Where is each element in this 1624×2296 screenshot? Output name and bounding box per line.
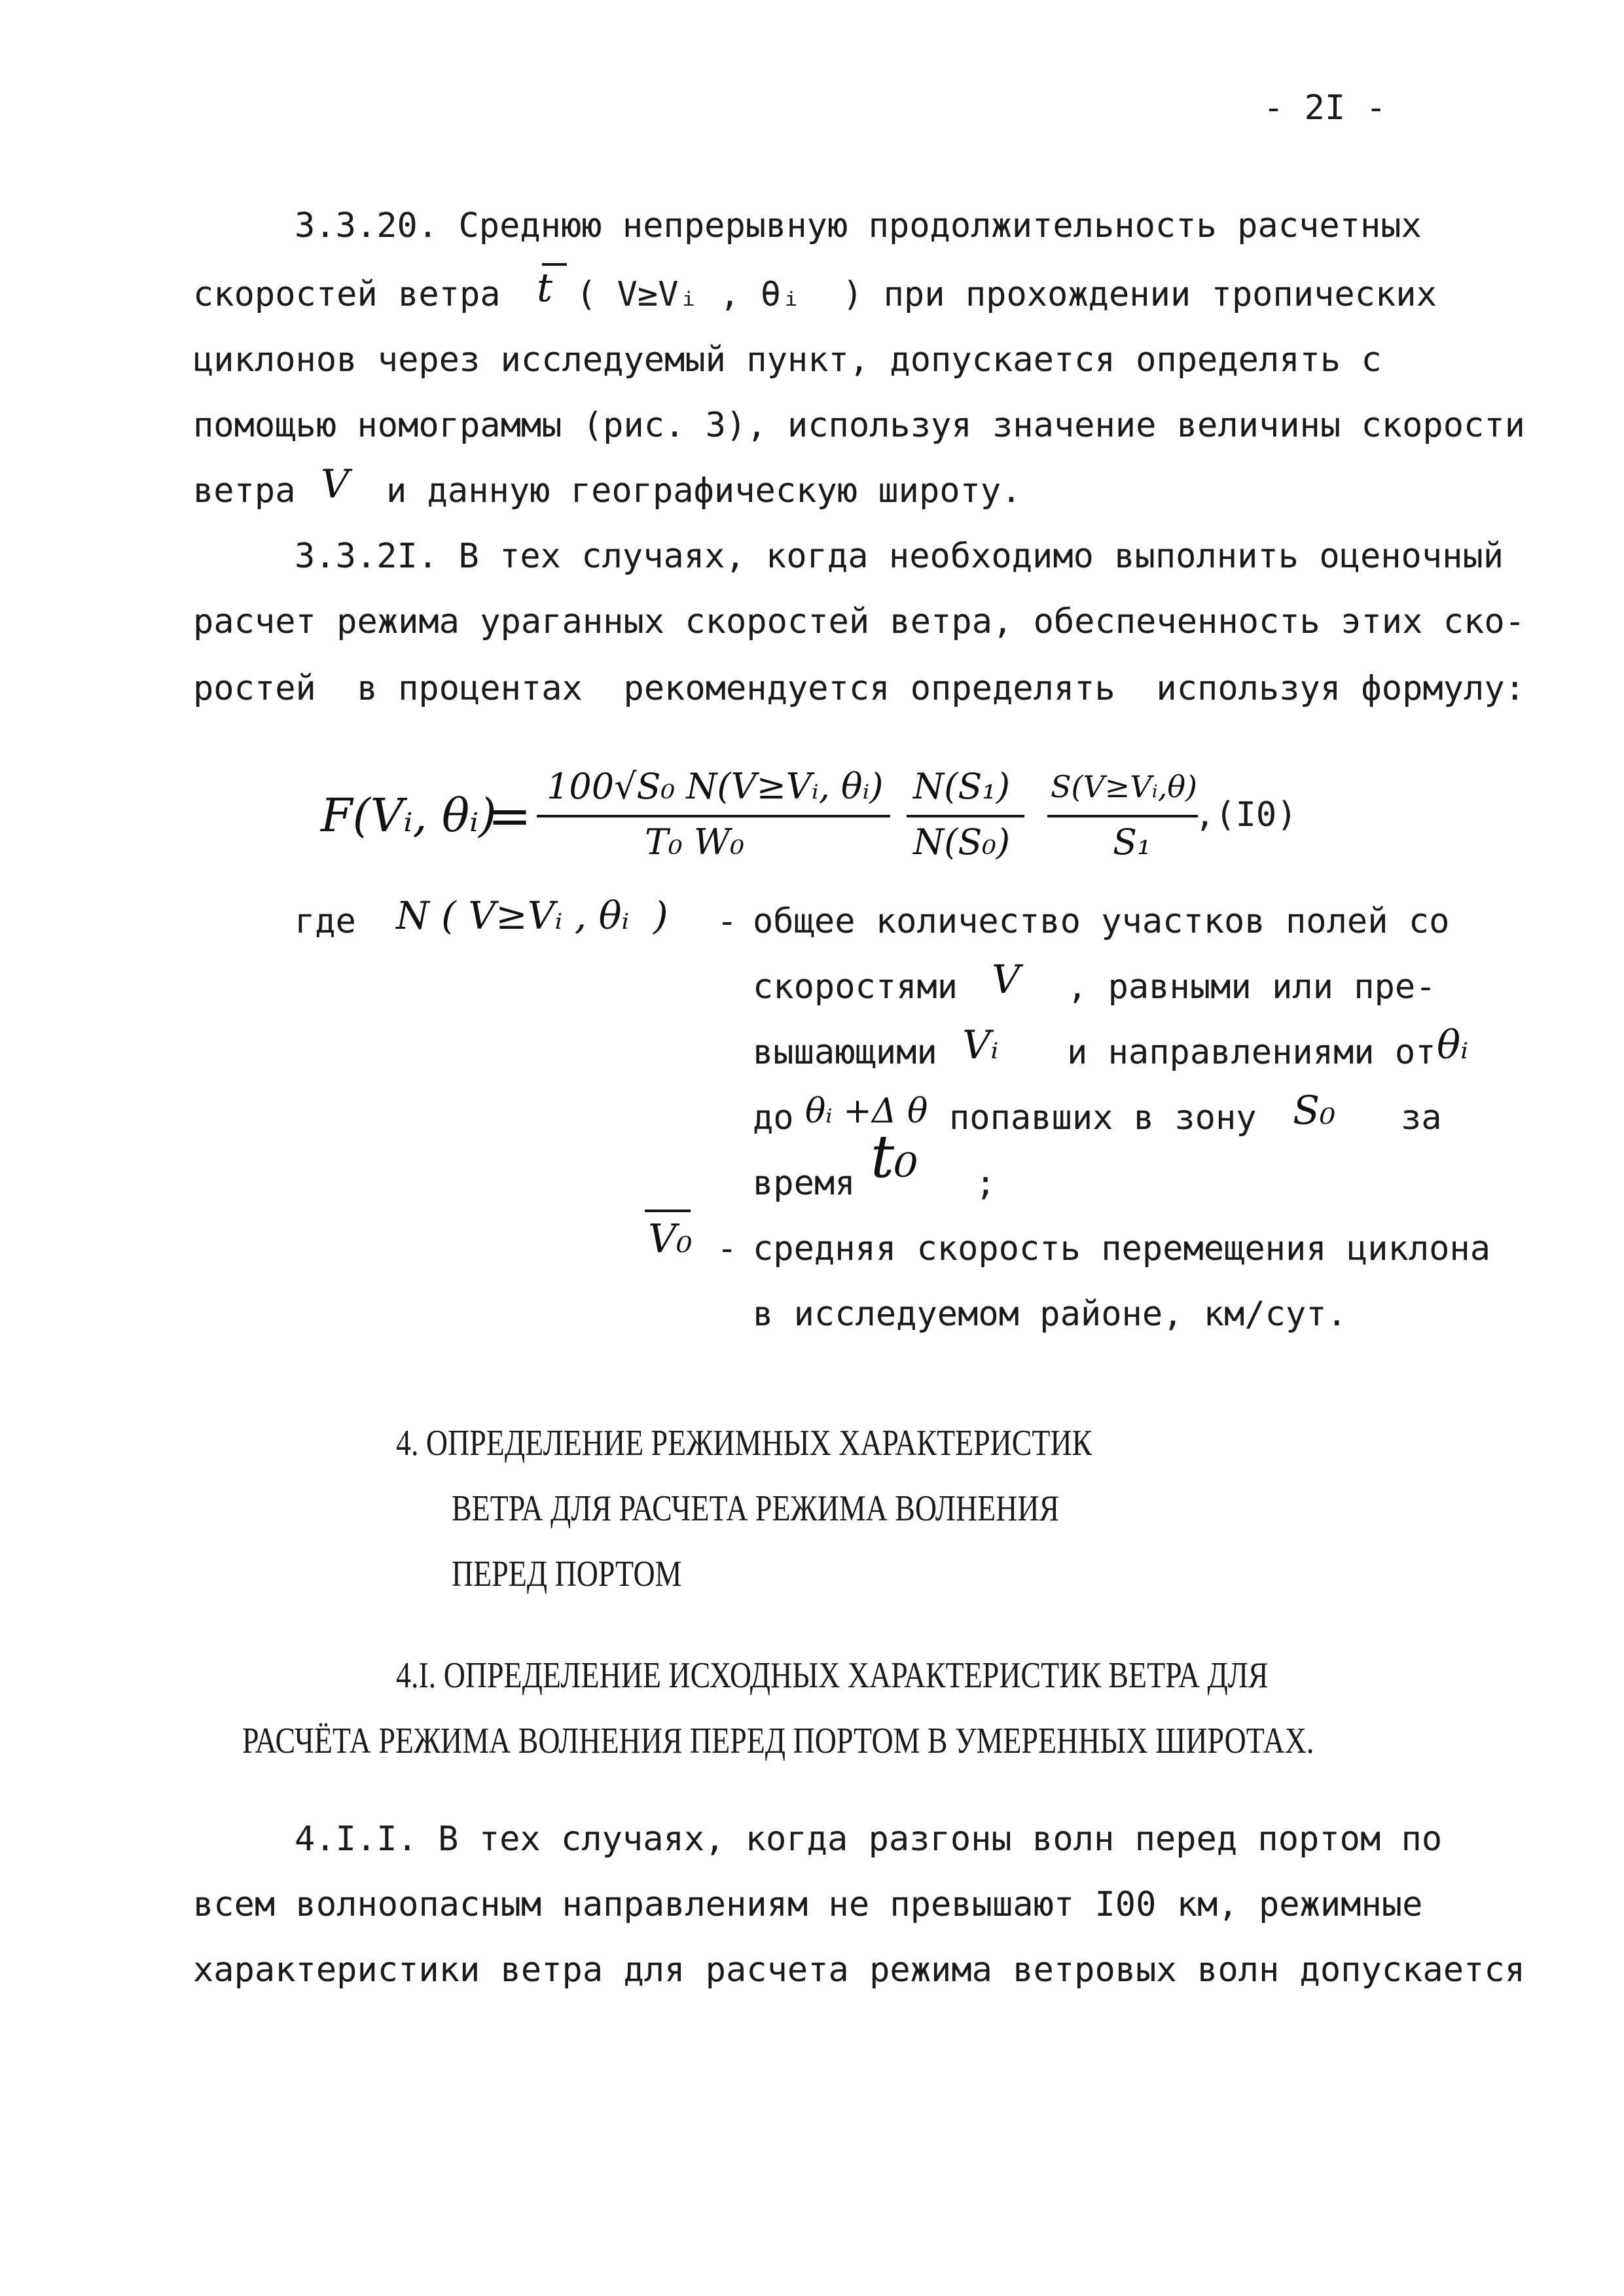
heading-line: 4.I. ОПРЕДЕЛЕНИЕ ИСХОДНЫХ ХАРАКТЕРИСТИК ВЕТРА ДЛЯ (396, 1655, 1269, 1696)
heading-line: ПЕРЕД ПОРТОМ (452, 1554, 682, 1594)
paragraph-line: 3.3.2I. В тех случаях, когда необходимо выполнить оценочный (295, 537, 1504, 576)
paragraph-line: 4.I.I. В тех случаях, когда разгоны волн перед портом по (295, 1820, 1443, 1859)
def1-line: попавших в зону (949, 1098, 1257, 1138)
def1-line: время (753, 1164, 856, 1203)
formula-lhs: F(Vᵢ, θᵢ) (321, 789, 497, 842)
def2-dash: - (717, 1229, 738, 1268)
symbol-v: V (992, 957, 1020, 1003)
paragraph-line: и данную географическую широту. (386, 471, 1022, 511)
symbol-t-mean: t (537, 265, 553, 311)
def1-line: ; (975, 1164, 996, 1203)
formula-equals: = (488, 785, 532, 846)
def1-line: , равными или пре- (1067, 967, 1436, 1007)
paragraph-line: циклонов через исследуемый пункт, допускается определять с (193, 340, 1382, 380)
paragraph-line: скоростей ветра (193, 275, 501, 314)
def1-dash: - (717, 902, 738, 941)
symbol-v: V (321, 461, 350, 507)
paragraph-line: 3.3.20. Среднюю непрерывную продолжительность расчетных (295, 206, 1422, 245)
paragraph-line: помощью номограммы (рис. 3), используя значение величины скорости (193, 406, 1525, 445)
overline-v0 (645, 1210, 691, 1212)
def1-symbol: N ( V≥Vᵢ , θᵢ ) (396, 893, 668, 938)
symbol-vi: Vᵢ (962, 1022, 999, 1068)
def1-line: до (753, 1098, 794, 1138)
def2-symbol: V₀ (648, 1216, 693, 1262)
symbol-t0: t₀ (871, 1122, 918, 1191)
fraction-bar-1 (537, 815, 890, 817)
def1-line: общее количество участков полей со (753, 902, 1450, 941)
heading-line: ВЕТРА ДЛЯ РАСЧЕТА РЕЖИМА ВОЛНЕНИЯ (452, 1488, 1060, 1529)
formula-frac2-denominator: N(S₀) (913, 821, 1011, 863)
formula-frac3-numerator: S(V≥Vᵢ,θ) (1051, 769, 1197, 804)
def2-line: средняя скорость перемещения циклона (753, 1229, 1491, 1268)
heading-line: РАСЧЁТА РЕЖИМА ВОЛНЕНИЯ ПЕРЕД ПОРТОМ В УМЕРЕННЫХ ШИРОТАХ. (242, 1721, 1314, 1761)
page-number: - 2I - (1263, 88, 1386, 128)
def1-line: скоростями (753, 967, 958, 1007)
fraction-bar-2 (907, 815, 1024, 817)
formula-frac3-denominator: S₁ (1113, 821, 1151, 863)
def2-line: в исследуемом районе, км/сут. (753, 1295, 1347, 1334)
def1-line: и направлениями от (1067, 1033, 1436, 1072)
formula-number: ,(I0) (1195, 795, 1297, 834)
paragraph-line: ( V≥Vᵢ , θᵢ ) при прохождении тропических (576, 275, 1437, 314)
symbol-theta-i: θᵢ (1437, 1022, 1469, 1068)
def1-line: за (1401, 1098, 1442, 1138)
fraction-bar-3 (1047, 815, 1198, 817)
formula-frac1-numerator: 100√S₀ N(V≥Vᵢ, θᵢ) (547, 766, 884, 807)
def1-line: вышающими (753, 1033, 937, 1072)
symbol-s0: S₀ (1293, 1088, 1336, 1134)
paragraph-line: ростей в процентах рекомендуется определять используя формулу: (193, 669, 1525, 708)
where-label: где (295, 902, 356, 941)
formula-frac2-numerator: N(S₁) (913, 766, 1011, 807)
symbol-theta-range: θᵢ +Δ θ (805, 1092, 928, 1131)
formula-frac1-denominator: T₀ W₀ (645, 821, 744, 863)
heading-line: 4. ОПРЕДЕЛЕНИЕ РЕЖИМНЫХ ХАРАКТЕРИСТИК (396, 1423, 1092, 1463)
paragraph-line: характеристики ветра для расчета режима ветровых волн допускается (193, 1950, 1525, 1990)
paragraph-line: расчет режима ураганных скоростей ветра, обеспеченность этих ско- (193, 602, 1525, 641)
paragraph-line: ветра (193, 471, 296, 511)
paragraph-line: всем волноопасным направлениям не превышают I00 км, режимные (193, 1885, 1423, 1924)
